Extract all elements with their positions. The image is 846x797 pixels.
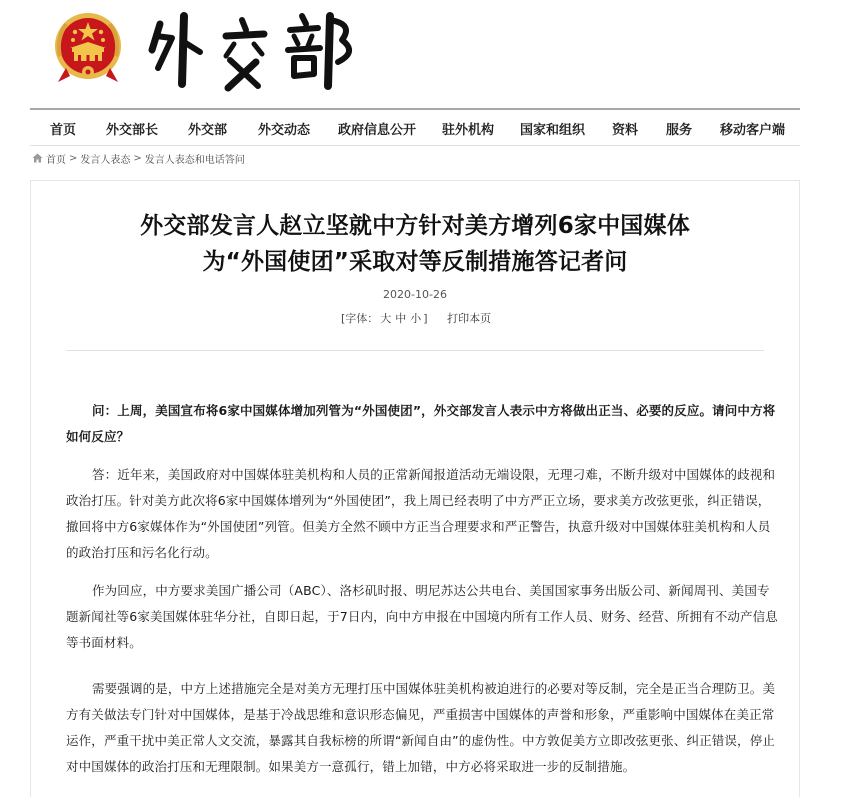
font-size-small-button[interactable]: 小 <box>410 312 422 325</box>
nav-item-countries[interactable]: 国家和组织 <box>520 123 586 138</box>
nav-item-diplomatic-news[interactable]: 外交动态 <box>258 123 311 138</box>
nav-item-gov-info[interactable]: 政府信息公开 <box>338 123 417 138</box>
breadcrumb-separator: > <box>69 152 78 164</box>
divider <box>66 350 764 351</box>
nav-item-minister[interactable]: 外交部长 <box>106 123 159 138</box>
ministry-logo-calligraphy[interactable] <box>142 6 362 94</box>
font-size-medium-button[interactable]: 中 <box>395 312 407 325</box>
article-date: 2020-10-26 <box>383 288 447 301</box>
article-title-line1: 外交部发言人赵立坚就中方针对美方增列6家中国媒体 <box>140 213 690 239</box>
font-size-suffix: ] <box>423 312 428 325</box>
font-size-large-button[interactable]: 大 <box>380 312 392 325</box>
nav-item-services[interactable]: 服务 <box>666 123 693 138</box>
national-emblem-icon[interactable] <box>52 10 124 86</box>
breadcrumb-spokesperson-qa[interactable]: 发言人表态和电话答问 <box>144 154 245 166</box>
site-header <box>0 0 846 108</box>
nav-item-home[interactable]: 首页 <box>50 123 77 138</box>
nav-item-missions[interactable]: 驻外机构 <box>442 123 495 138</box>
nav-item-resources[interactable]: 资料 <box>612 123 639 138</box>
article-paragraph-3: 需要强调的是，中方上述措施完全是对美方无理打压中国媒体驻美机构被迫进行的必要对等反制，完全是正当合理防卫。美方有关做法专门针对中国媒体，是基于冷战思维和意识形态偏见，严重损害中国媒体的声誉和形象，严重影响中国媒体在美正常运作，严重干扰中美正常人文交流，暴露其自我标榜的所谓“新闻自由”的虚伪性。中方敦促美方立即改弦更张、纠正错误，停止对中国媒体的政治打压和无理限制。如果美方一意孤行，错上加错，中方必将采取进一步的反制措施。 <box>66 681 776 774</box>
main-nav <box>30 108 800 146</box>
article-paragraph-1: 答：近年来，美国政府对中国媒体驻美机构和人员的正常新闻报道活动无端设限，无理刁难，不断升级对中国媒体的歧视和政治打压。针对美方此次将6家中国媒体增列为“外国使团”，我上周已经表明了中方严正立场，要求美方改弦更张，纠正错误，撤回将中方6家媒体作为“外国使团”列管。但美方全然不顾中方正当合理要求和严正警告，执意升级对中国媒体驻美机构和人员的政治打压和污名化行动。 <box>66 467 776 560</box>
font-size-controls <box>341 310 491 326</box>
article-question: 问：上周，美国宣布将6家中国媒体增加列管为“外国使团”，外交部发言人表示中方将做出正当、必要的反应。请问中方将如何反应？ <box>66 403 776 444</box>
breadcrumb-home[interactable]: 首页 <box>46 154 66 166</box>
article-title-line2: 为“外国使团”采取对等反制措施答记者问 <box>202 249 628 275</box>
article-paragraph-2: 作为回应，中方要求美国广播公司（ABC）、洛杉矶时报、明尼苏达公共电台、美国国家事务出版公司、新闻周刊、美国专题新闻社等6家美国媒体驻华分社，自即日起，于7日内，向中方申报在中国境内所有工作人员、财务、经营、所拥有不动产信息等书面材料。 <box>66 583 778 650</box>
breadcrumb-separator: > <box>133 152 142 164</box>
nav-item-mobile-client[interactable]: 移动客户端 <box>720 123 786 138</box>
breadcrumb <box>32 150 245 166</box>
breadcrumb-spokesperson[interactable]: 发言人表态 <box>80 154 131 166</box>
home-icon <box>32 153 43 163</box>
font-size-prefix: [字体： <box>341 312 379 325</box>
print-page-button[interactable]: 打印本页 <box>447 312 492 325</box>
nav-item-ministry[interactable]: 外交部 <box>188 123 228 138</box>
